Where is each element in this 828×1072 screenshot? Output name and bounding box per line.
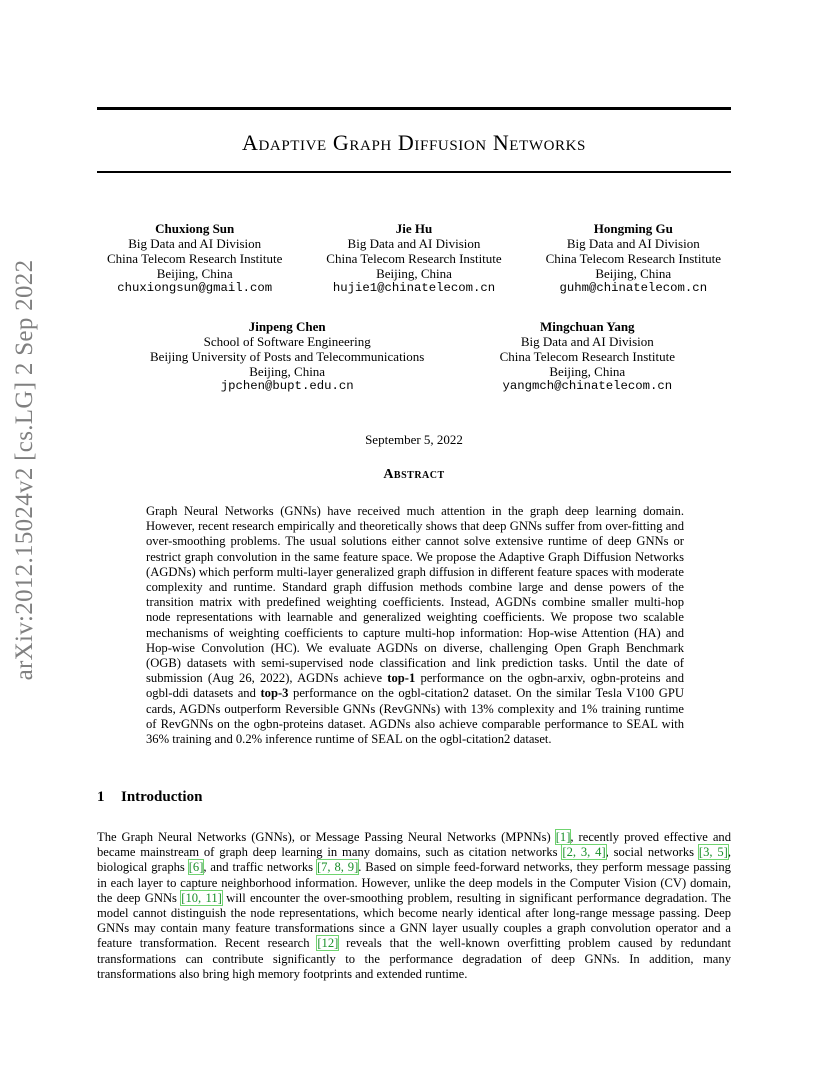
author-location: Beijing, China (549, 364, 626, 379)
intro-segment: will encounter the over-smoothing problem, resulting in significant performance degradation. The model cannot distinguish the node representations, which become nearly identical after long-range message passing. Deep GNNs may contain many feature transformations since a GNN layer usually couples a graph convolution operator and a feature transformation. Recent research (97, 890, 731, 951)
author-affiliation: China Telecom Research Institute (326, 251, 502, 266)
author-name: Chuxiong Sun (155, 221, 235, 236)
section-heading (97, 789, 202, 806)
author-email[interactable]: chuxiongsun@gmail.com (117, 281, 273, 295)
abstract-heading: Abstract (383, 467, 445, 482)
paper-title: Adaptive Graph Diffusion Networks (241, 130, 587, 155)
author-affiliation: Big Data and AI Division (347, 236, 481, 251)
author-name: Jie Hu (395, 221, 433, 236)
citation-link[interactable]: [7, 8, 9] (316, 860, 359, 875)
author-affiliation: Big Data and AI Division (520, 334, 654, 349)
abstract-segment: performance on the ogbl-citation2 dataset. On the similar Tesla V100 GPU cards, AGDNs outperform Reversible GNNs (RevGNNs) with 13% complexity and 1% training runtime of RevGNNs on the ogbn-proteins dataset. AGDNs also achieve comparable performance to SEAL with 36% training and 0.2% inference runtime of SEAL on the ogbl-citation2 dataset. (146, 686, 685, 747)
author-row-1 (97, 221, 731, 296)
author-block (326, 221, 501, 296)
author-affiliation: China Telecom Research Institute (545, 251, 721, 266)
author-block (546, 221, 721, 296)
author-location: Beijing, China (595, 266, 672, 281)
author-affiliation: Big Data and AI Division (566, 236, 700, 251)
section-title: Introduction (121, 789, 203, 805)
author-block (107, 221, 282, 296)
intro-segment: . Based on simple feed-forward networks, they perform message passing in each layer to capture neighborhood information. However, unlike the deep models in the Computer Vision (CV) domain, the deep GNNs (97, 860, 731, 905)
arxiv-stamp (0, 0, 50, 1072)
intro-segment: , recently proved effective and became mainstream of graph deep learning in many domains, such as citation networks (97, 830, 732, 860)
author-affiliation: China Telecom Research Institute (107, 251, 283, 266)
abstract-text (146, 504, 684, 747)
author-affiliation: Beijing University of Posts and Telecommunications (150, 349, 425, 364)
intro-segment: reveals that the well-known overfitting problem caused by redundant transformations can contribute significantly to the performance degradation of deep GNNs. In addition, many transformations also bring high memory footprints and extended runtime. (97, 936, 731, 981)
paper-date: September 5, 2022 (365, 432, 463, 447)
intro-segment: The Graph Neural Networks (GNNs), or Message Passing Neural Networks (MPNNs) (97, 830, 556, 844)
author-block (150, 319, 424, 394)
citation-link[interactable]: [1] (555, 830, 571, 844)
author-location: Beijing, China (156, 266, 233, 281)
author-email[interactable]: jpchen@bupt.edu.cn (220, 379, 354, 393)
author-location: Beijing, China (376, 266, 452, 281)
author-row-2 (97, 319, 731, 394)
section-number: 1 (97, 789, 105, 805)
author-affiliation: Big Data and AI Division (128, 236, 262, 251)
author-name: Jinpeng Chen (248, 319, 326, 334)
author-name: Hongming Gu (593, 221, 673, 236)
intro-paragraph (97, 830, 731, 982)
intro-segment: , and traffic networks (203, 860, 317, 875)
arxiv-identifier: arXiv:2012.15024v2 [cs.LG] 2 Sep 2022 (11, 259, 38, 681)
title-rule-bottom (97, 171, 731, 173)
author-email[interactable]: hujie1@chinatelecom.cn (332, 281, 496, 295)
title-rule-top (97, 107, 731, 110)
abstract-segment: Graph Neural Networks (GNNs) have received much attention in the graph deep learning domain. However, recent research empirically and theoretically shows that deep GNNs suffer from over-fitting and over-smoothing problems. The usual solutions either cannot solve extensive runtime of deep GNNs or restrict graph convolution in the same feature space. We propose the Adaptive Graph Diffusion Networks (AGDNs) which perform multi-layer generalized graph diffusion in different feature spaces with moderate complexity and runtime. Standard graph diffusion methods combine large and dense powers of the transition matrix with predefined weighting coefficients. Instead, AGDNs combine smaller multi-hop node representations with learnable and generalized weighting coefficients. We propose two scalable mechanisms of weighting coefficients to capture multi-hop information: Hop-wise Attention (HA) and Hop-wise Convolution (HC). We evaluate AGDNs on diverse, challenging Open Graph Benchmark (OGB) datasets with semi-supervised node classification and link prediction tasks. Until the date of submission (Aug 26, 2022), AGDNs achieve (146, 504, 684, 686)
intro-segment: , social networks (605, 845, 699, 860)
author-email[interactable]: guhm@chinatelecom.cn (559, 281, 708, 295)
abstract-bold-top3: top-3 (260, 686, 289, 701)
abstract-bold-top1: top-1 (387, 671, 416, 686)
author-block (500, 319, 675, 394)
intro-segment: , biological graphs (97, 845, 732, 875)
citation-link[interactable]: [6] (188, 860, 204, 875)
citation-link[interactable]: [2, 3, 4] (562, 845, 606, 860)
citation-link[interactable]: [10, 11] (181, 890, 222, 905)
citation-link[interactable]: [3, 5] (698, 845, 728, 860)
author-email[interactable]: yangmch@chinatelecom.cn (502, 379, 673, 393)
author-location: Beijing, China (249, 364, 326, 379)
abstract-segment: performance on the ogbn-arxiv, ogbn-proteins and ogbl-ddi datasets and (146, 671, 684, 701)
author-name: Mingchuan Yang (540, 319, 635, 334)
citation-link[interactable]: [12] (317, 936, 339, 951)
author-affiliation: School of Software Engineering (203, 334, 371, 349)
author-affiliation: China Telecom Research Institute (499, 349, 675, 364)
